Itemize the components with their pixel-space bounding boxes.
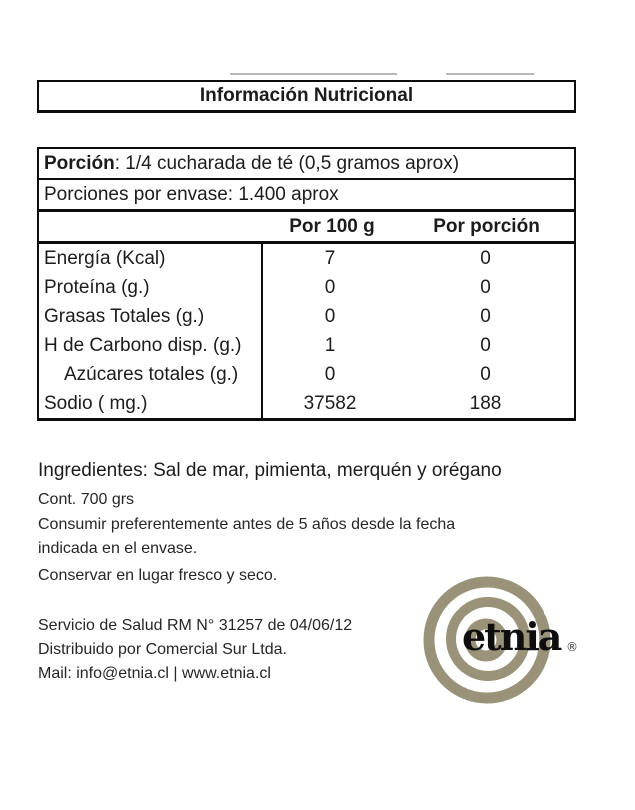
brand-wordmark: etnia (462, 614, 561, 659)
servings-text: Porciones por envase: 1.400 aprox (44, 184, 339, 205)
storage-line: Conservar en lugar fresco y seco. (38, 567, 278, 584)
row-per100-value: 7 (324, 248, 336, 269)
row-per-portion-value: 0 (480, 306, 491, 327)
consume-before-line-1: Consumir preferentemente antes de 5 años desde la fecha (38, 516, 456, 533)
row-per-portion-value: 188 (469, 393, 502, 414)
row-label: H de Carbono disp. (g.) (39, 331, 263, 360)
table-row (39, 244, 574, 273)
page-title: Información Nutricional (199, 85, 414, 106)
scan-artifact-line (230, 73, 397, 75)
scan-artifact-line (446, 73, 534, 75)
row-label: Energía (Kcal) (39, 244, 263, 273)
row-label: Sodio ( mg.) (39, 389, 263, 418)
registered-trademark-icon: ® (566, 640, 578, 654)
row-per100-value: 0 (324, 306, 336, 327)
contact-line: Mail: info@etnia.cl | www.etnia.cl (38, 665, 271, 682)
content-weight-line: Cont. 700 grs (38, 491, 135, 508)
table-row (39, 360, 574, 389)
consume-before-line-2: indicada en el envase. (38, 540, 198, 557)
row-per100-value: 0 (324, 277, 336, 298)
row-per100-value: 37582 (303, 393, 357, 414)
table-row (39, 331, 574, 360)
row-per100-value: 0 (324, 364, 336, 385)
table-row (39, 273, 574, 302)
distributor-line: Distribuido por Comercial Sur Ltda. (38, 641, 287, 658)
nutrition-title-box (37, 80, 576, 113)
row-per-portion-value: 0 (480, 277, 491, 298)
row-label: Grasas Totales (g.) (39, 302, 263, 331)
row-per-portion-value: 0 (480, 248, 491, 269)
header-empty-cell (39, 212, 265, 241)
ingredients-line: Ingredientes: Sal de mar, pimienta, merquén y orégano (38, 460, 502, 481)
header-per-portion: Por porción (433, 216, 540, 237)
row-per100-value: 1 (324, 335, 336, 356)
portion-row (39, 149, 574, 180)
row-per-portion-value: 0 (480, 364, 491, 385)
nutrition-table (37, 147, 576, 421)
row-label: Azúcares totales (g.) (39, 360, 263, 389)
servings-per-package-row (39, 180, 574, 212)
etnia-logo (420, 574, 600, 710)
header-per-100g: Por 100 g (289, 216, 375, 237)
row-label: Proteína (g.) (39, 273, 263, 302)
row-per-portion-value: 0 (480, 335, 491, 356)
portion-value: : 1/4 cucharada de té (0,5 gramos aprox) (114, 153, 460, 174)
table-row (39, 302, 574, 331)
portion-label: Porción (44, 153, 115, 174)
table-row (39, 389, 574, 418)
health-service-line: Servicio de Salud RM N° 31257 de 04/06/12 (38, 617, 353, 634)
table-header-row (39, 212, 574, 244)
